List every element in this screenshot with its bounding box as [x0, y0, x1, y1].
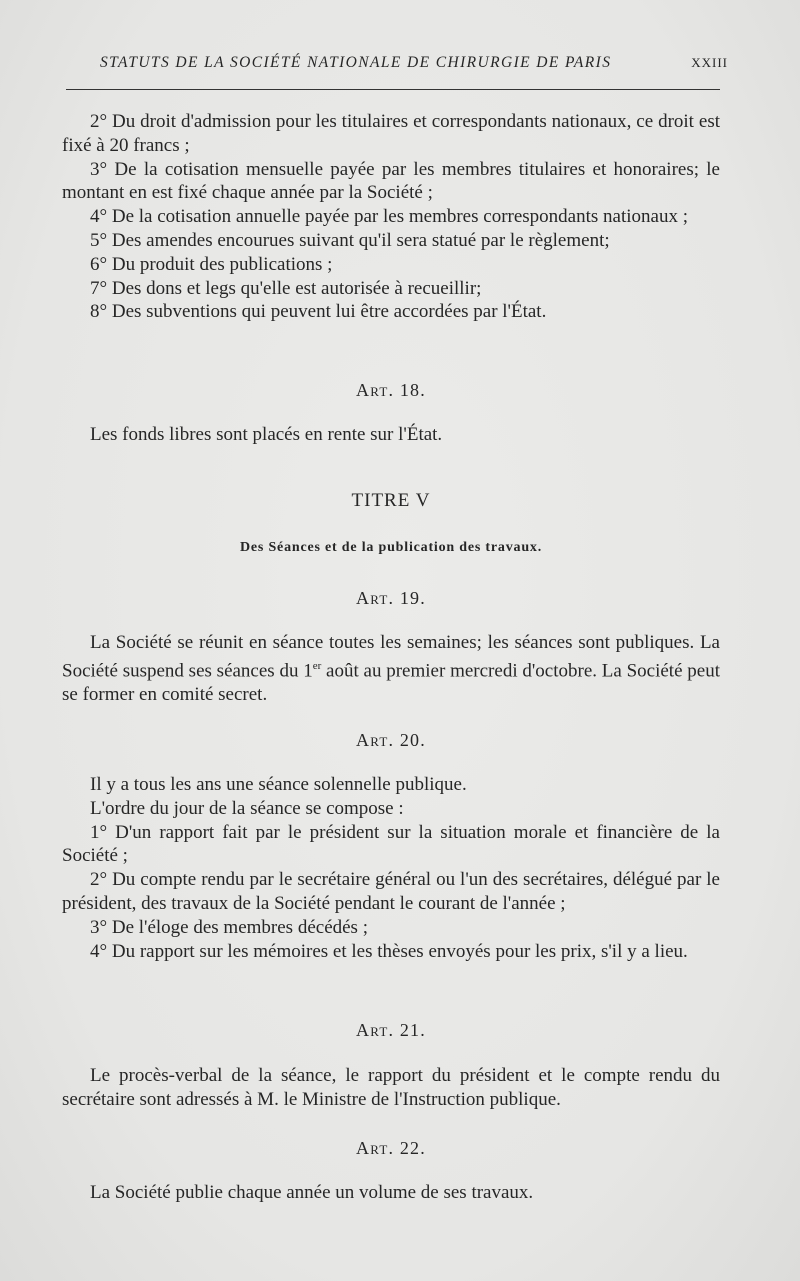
- list-item: 3° De la cotisation mensuelle payée par les membres titulaires et honoraires; le montant en est fixé chaque année par la Société ;: [62, 158, 720, 204]
- list-item: 3° De l'éloge des membres décédés ;: [90, 916, 368, 938]
- list-item: 2° Du droit d'admission pour les titulaires et correspondants nationaux, ce droit est fixé à 20 francs ;: [62, 111, 720, 156]
- paragraph: Il y a tous les ans une séance solennelle publique.: [90, 774, 467, 795]
- paragraph-text: août au premier mercredi d'octobre. La Société peut se former en comité secret.: [62, 660, 720, 705]
- running-title: STATUTS DE LA SOCIÉTÉ NATIONALE DE CHIRURGIE DE PARIS: [100, 54, 612, 71]
- article-body: [62, 1181, 720, 1205]
- paragraph: La Société publie chaque année un volume de ses travaux.: [90, 1182, 534, 1203]
- titre-subtitle: Des Séances et de la publication des travaux.: [240, 540, 542, 555]
- article-heading: Art. 18.: [356, 380, 426, 400]
- list-item: 4° Du rapport sur les mémoires et les thèses envoyés pour les prix, s'il y a lieu.: [90, 940, 688, 962]
- list-item: 4° De la cotisation annuelle payée par les membres correspondants nationaux ;: [90, 206, 688, 228]
- paragraph: L'ordre du jour de la séance se compose :: [90, 797, 404, 819]
- article-body: [62, 631, 720, 707]
- list-item: 1° D'un rapport fait par le président sur la situation morale et financière de la Société ;: [62, 821, 720, 867]
- article-body: [62, 423, 720, 447]
- article-heading: Art. 22.: [356, 1138, 426, 1158]
- resources-list: [62, 110, 720, 324]
- article-body: [62, 1064, 720, 1112]
- paragraph-text: La Société se réunit en séance toutes les semaines; les séances sont publiques. La Société suspend ses séances du 1: [62, 632, 720, 682]
- article-body: [62, 773, 720, 963]
- article-heading: Art. 21.: [356, 1020, 426, 1040]
- paragraph: [62, 631, 720, 707]
- page-number: XXIII: [691, 55, 728, 70]
- header-rule: [66, 89, 720, 90]
- list-item: 5° Des amendes encourues suivant qu'il sera statué par le règlement;: [90, 229, 610, 251]
- superscript: er: [312, 659, 322, 672]
- running-head: [100, 54, 728, 72]
- list-item: 6° Du produit des publications ;: [90, 253, 333, 275]
- paragraph: Le procès-verbal de la séance, le rapport du président et le compte rendu du secrétaire sont adressés à M. le Ministre de l'Instruction publique.: [62, 1065, 720, 1110]
- list-item: 7° Des dons et legs qu'elle est autorisée à recueillir;: [90, 277, 482, 299]
- list-item: 2° Du compte rendu par le secrétaire général ou l'un des secrétaires, délégué par le président, des travaux de la Société pendant le courant de l'année ;: [62, 869, 720, 914]
- list-item: 8° Des subventions qui peuvent lui être accordées par l'État.: [90, 301, 547, 323]
- paragraph: Les fonds libres sont placés en rente sur l'État.: [90, 424, 443, 445]
- article-heading: Art. 19.: [356, 588, 426, 608]
- article-heading: Art. 20.: [356, 730, 426, 750]
- titre-heading: TITRE V: [351, 490, 431, 511]
